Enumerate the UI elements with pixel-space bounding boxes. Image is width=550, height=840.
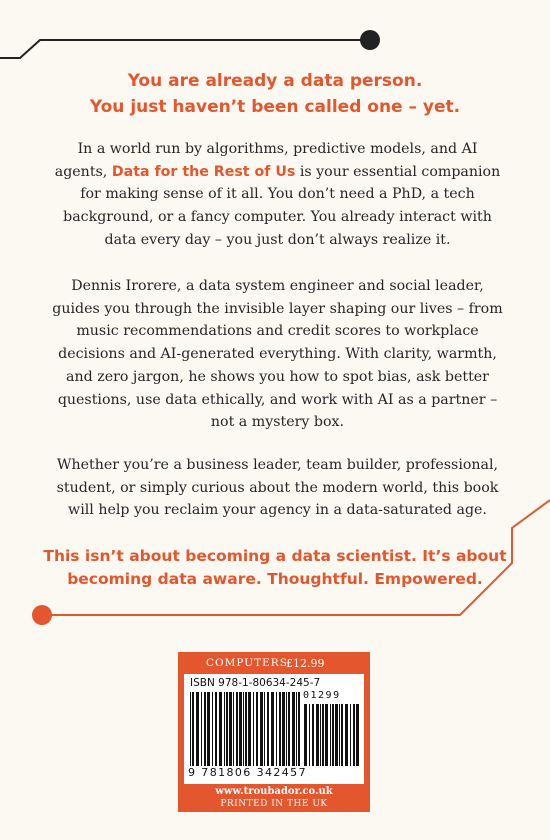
closing-line-2: becoming data aware. Thoughtful. Empowered. xyxy=(67,570,483,588)
barcode-bar xyxy=(332,704,334,766)
paragraph-intro-rest: is your essential companion for making sense of it all. You don’t need a PhD, a tech background, or a fancy computer. You already interact with data every day – you just don’t always realize it. xyxy=(63,163,501,248)
headline xyxy=(0,68,550,120)
barcode-bar xyxy=(248,692,251,766)
barcode-bar xyxy=(201,692,202,766)
barcode-bar xyxy=(245,692,247,766)
price-header xyxy=(178,652,370,674)
price-label: £12.99 xyxy=(286,657,325,670)
paragraph-intro-lead: In a world run by algorithms, predictive models, and AI agents, xyxy=(54,141,478,180)
barcode-bar xyxy=(325,704,328,766)
barcode-bar xyxy=(219,692,222,766)
barcode-bar xyxy=(309,704,310,766)
barcode-bar xyxy=(335,704,338,766)
barcode-bar xyxy=(243,692,244,766)
barcode-bar xyxy=(212,692,213,766)
barcode-bar xyxy=(298,692,300,766)
barcode-bar xyxy=(239,692,242,766)
closing-line-1: This isn’t about becoming a data scientist. It’s about xyxy=(43,547,507,565)
barcode-bar xyxy=(190,692,191,766)
barcode-bar xyxy=(330,704,331,766)
barcode-bar xyxy=(312,704,314,766)
barcode-bar xyxy=(292,692,295,766)
barcode-bar xyxy=(253,692,254,766)
barcode-bar xyxy=(224,692,225,766)
headline-line-1: You are already a data person. xyxy=(127,71,423,91)
barcode-bar xyxy=(256,692,258,766)
barcode-bar xyxy=(192,692,194,766)
barcode-bar xyxy=(304,704,307,766)
paragraph-intro xyxy=(50,138,505,252)
barcode-bar xyxy=(350,704,351,766)
barcode-bar xyxy=(288,692,290,766)
barcode-bar xyxy=(271,692,274,766)
barcode-bar xyxy=(267,692,269,766)
barcode-bar xyxy=(204,692,206,766)
price-block xyxy=(178,652,370,812)
barcode-bar xyxy=(282,692,285,766)
barcode-bar xyxy=(196,692,199,766)
paragraph-author: Dennis Irorere, a data system engineer and social leader, guides you through the invisible layer shaping our lives – from music recommendations and credit scores to workplace decisions and AI-generated everything. With clarity, warmth, and zero jargon, he shows you how to spot bias, ask better questions, use data ethically, and work with AI as a partner – not a mystery box. xyxy=(52,278,503,431)
category-label: COMPUTERS xyxy=(206,657,288,669)
barcode-bar xyxy=(207,692,210,766)
printed-label: PRINTED IN THE UK xyxy=(220,799,328,809)
headline-line-2: You just haven’t been called one – yet. xyxy=(89,97,461,117)
website-label: www.troubador.co.uk xyxy=(215,786,333,797)
barcode-bar xyxy=(316,704,319,766)
barcode-bar xyxy=(341,704,343,766)
barcode-bar xyxy=(353,704,355,766)
barcode-bar xyxy=(236,692,238,766)
barcode-bar xyxy=(286,692,287,766)
barcode-bar xyxy=(279,692,281,766)
barcode-bar xyxy=(226,692,228,766)
book-title: Data for the Rest of Us xyxy=(111,163,296,180)
barcode-bar xyxy=(356,704,359,766)
barcode-bar xyxy=(260,692,263,766)
barcode-bar xyxy=(233,692,234,766)
barcode-bar xyxy=(322,704,324,766)
barcode-bar xyxy=(229,692,232,766)
barcode-bar xyxy=(320,704,321,766)
barcode-bar xyxy=(339,704,340,766)
closing-statement xyxy=(0,545,550,591)
addon-number: 01299 xyxy=(303,690,341,701)
isbn-label: ISBN 978-1-80634-245-7 xyxy=(190,677,321,689)
barcode-bar xyxy=(296,692,297,766)
paragraph-audience: Whether you’re a business leader, team builder, professional, student, or simply curious about the modern world, this book will help you reclaim your agency in a data-saturated age. xyxy=(56,457,499,519)
barcode-bar xyxy=(215,692,217,766)
barcode-bar xyxy=(264,692,265,766)
barcode-digits: 9 781806 342457 xyxy=(188,766,307,779)
barcode xyxy=(184,674,364,784)
barcode-bar xyxy=(276,692,277,766)
barcode-bar xyxy=(345,704,348,766)
